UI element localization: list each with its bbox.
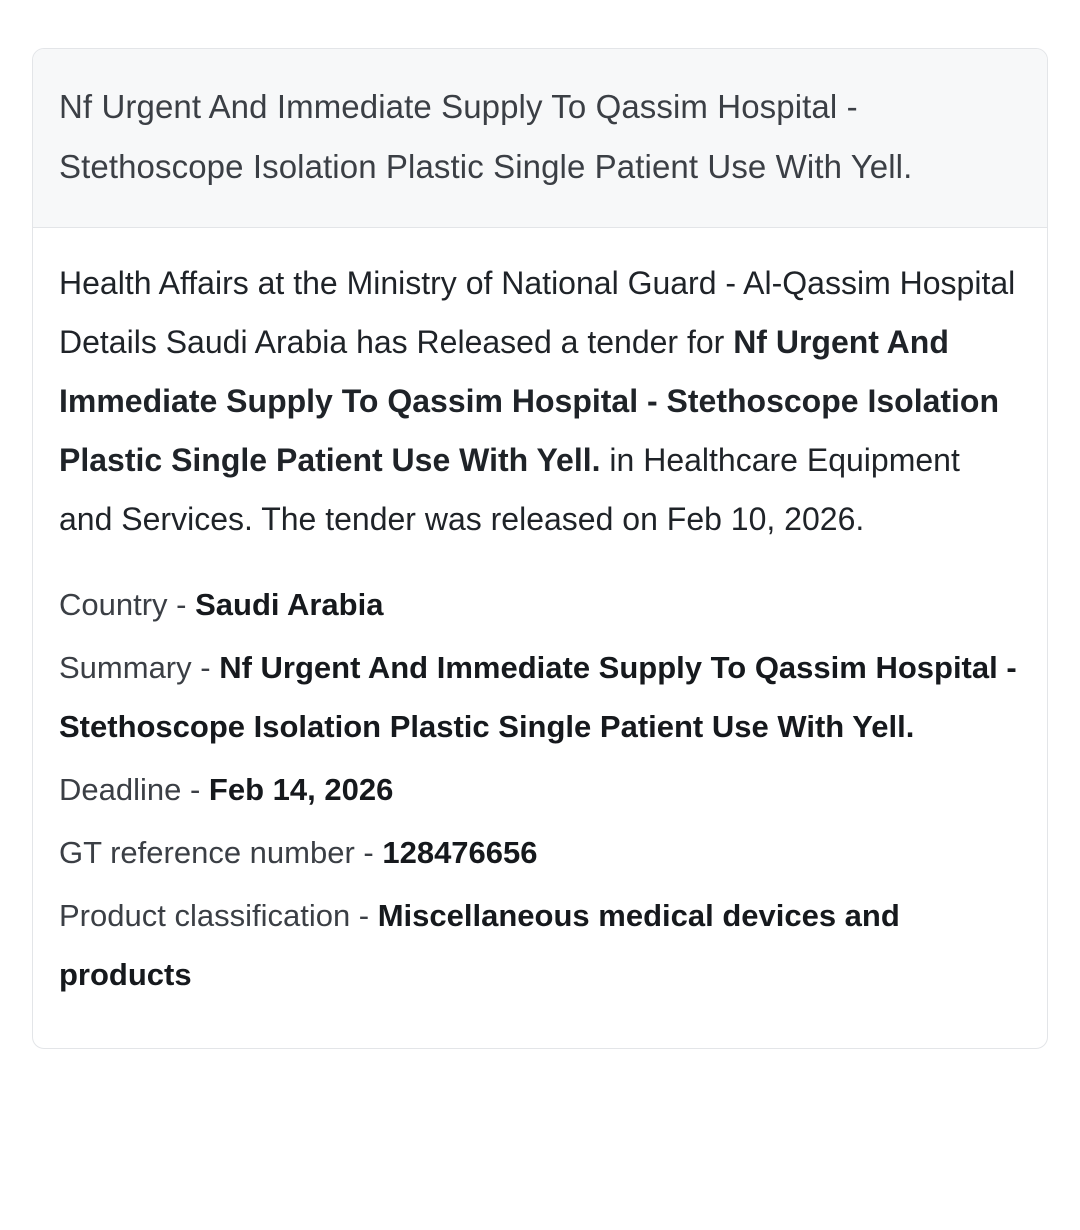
description-tender-name: Nf Urgent And Immediate Supply To Qassim Hospital - Stethoscope Isolation Plastic Single Patient Use With Yell.: [59, 324, 1000, 478]
field-summary-label: Summary -: [59, 650, 220, 685]
field-gt-reference-number: [59, 823, 1021, 882]
field-gt-reference-number-value: 128476656: [382, 835, 538, 870]
page-title: Nf Urgent And Immediate Supply To Qassim Hospital - Stethoscope Isolation Plastic Single Patient Use With Yell.: [59, 88, 913, 185]
field-product-classification: [59, 886, 1021, 1004]
card-header: [33, 49, 1047, 228]
field-deadline: [59, 760, 1021, 819]
tender-detail-card: [32, 48, 1048, 1049]
field-country-label: Country -: [59, 587, 196, 622]
description-part-two: in Healthcare Equipment and Services. The tender was released on Feb 10, 2026.: [59, 442, 960, 537]
card-body: [33, 228, 1047, 1048]
tender-description: [59, 254, 1021, 549]
description-part-one: Health Affairs at the Ministry of National Guard - Al-Qassim Hospital Details Saudi Arabia has Released a tender for: [59, 265, 1016, 360]
field-deadline-label: Deadline -: [59, 772, 209, 807]
field-product-classification-label: Product classification -: [59, 898, 378, 933]
field-gt-reference-number-label: GT reference number -: [59, 835, 383, 870]
field-country: [59, 575, 1021, 634]
field-summary-value: Nf Urgent And Immediate Supply To Qassim Hospital - Stethoscope Isolation Plastic Single Patient Use With Yell.: [59, 650, 1017, 744]
field-product-classification-value: Miscellaneous medical devices and products: [59, 898, 900, 992]
field-summary: [59, 638, 1021, 756]
field-country-value: Saudi Arabia: [195, 587, 384, 622]
field-deadline-value: Feb 14, 2026: [208, 772, 394, 807]
